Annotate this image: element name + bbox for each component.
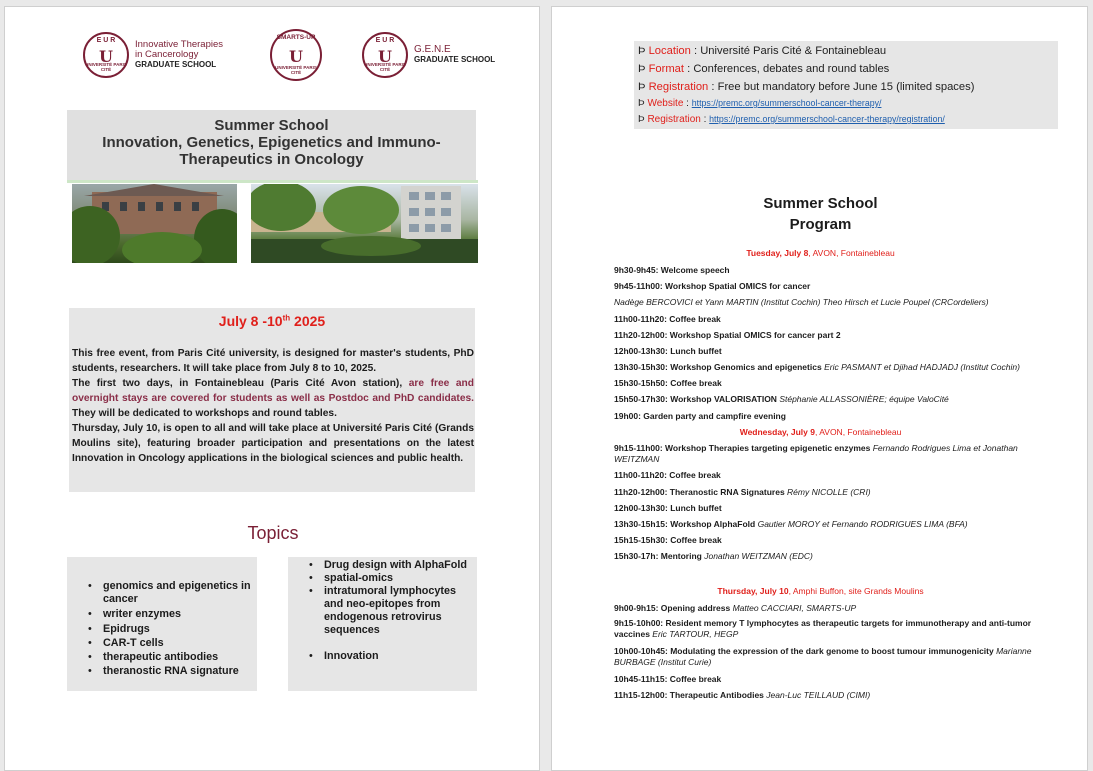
item-text: 15h30-17h: Mentoring — [614, 551, 705, 561]
website-link[interactable]: https://premc.org/summerschool-cancer-therapy/ — [691, 98, 882, 108]
day-date: Wednesday, July 9 — [739, 427, 815, 437]
program-item — [614, 411, 1039, 422]
program-item — [614, 646, 1039, 668]
day-heading — [552, 586, 1089, 596]
program-item — [614, 618, 1039, 640]
item-speaker: Stéphanie ALLASSONIÈRE; équipe ValoCité — [779, 394, 949, 404]
campus-photo — [251, 184, 478, 263]
item-speaker: Jonathan WEITZMAN (EDC) — [704, 551, 813, 561]
event-description — [72, 346, 474, 466]
day-heading — [552, 248, 1089, 258]
info-label: Registration — [647, 114, 701, 125]
item-text: 13h30-15h30: Workshop Genomics and epigenetics — [614, 362, 825, 372]
item-text: 11h00-11h20: Coffee break — [614, 470, 721, 480]
program-item — [614, 297, 1039, 308]
item-text: 10h00-10h45: Modulating the expression of the dark genome to boost tumour immunogenicity — [614, 646, 997, 656]
program-item — [614, 394, 1039, 405]
list-item: • Drug design with AlphaFold — [324, 559, 477, 572]
list-item: • Epidrugs — [103, 623, 257, 636]
list-item: • genomics and epigenetics in cancer — [103, 580, 257, 606]
logo-line: GRADUATE SCHOOL — [135, 60, 217, 69]
day-date: Tuesday, July 8 — [746, 248, 809, 258]
program-item — [614, 314, 1039, 325]
program-title — [552, 193, 1089, 235]
seal-bottom-text: UNIVERSITÉ PARIS CITÉ — [275, 65, 317, 75]
item-text: 9h15-11h00: Workshop Therapies targeting epigenetic enzymes — [614, 443, 873, 453]
eur-seal-icon — [83, 32, 129, 78]
item-text: 13h30-15h15: Workshop AlphaFold — [614, 519, 758, 529]
item-text: 9h15-10h00: Resident memory T lymphocytes as therapeutic targets for immunotherapy and anti-tumor vaccines — [614, 618, 1032, 639]
bullet-icon: Þ — [638, 63, 646, 75]
item-text: 15h50-17h30: Workshop VALORISATION — [614, 394, 780, 404]
day-place: , AVON, Fontainebleau — [808, 248, 895, 258]
item-speaker: Gautier MOROY et Fernando RODRIGUES LIMA (BFA) — [757, 519, 968, 529]
event-info-box — [634, 41, 1058, 129]
program-item — [614, 519, 1039, 530]
topics-heading: Topics — [247, 523, 299, 543]
item-speaker: Rémy NICOLLE (CRI) — [787, 487, 871, 497]
item-text: 11h00-11h20: Coffee break — [614, 314, 721, 324]
info-registration-link — [638, 114, 945, 125]
item-speaker: Jean-Luc TEILLAUD (CIMI) — [766, 690, 871, 700]
event-dates — [69, 313, 475, 329]
bullet-icon: Þ — [638, 81, 646, 93]
list-item: • CAR-T cells — [103, 637, 257, 650]
logo-innovative-therapies — [83, 32, 223, 78]
page-2 — [551, 6, 1088, 771]
item-text: 12h00-13h30: Lunch buffet — [614, 503, 722, 513]
seal-mid-text: U — [99, 47, 113, 66]
seal-top-text: SMARTS-UP — [276, 34, 316, 41]
program-item — [614, 330, 1039, 341]
program-item — [614, 281, 1039, 292]
info-registration — [638, 81, 974, 93]
item-speaker: Nadège BERCOVICI et Yann MARTIN (Institut Cochin) Theo Hirsch et Lucie Poupel (CRCordeliers) — [614, 297, 989, 307]
date-main: July 8 -10 — [218, 313, 283, 329]
info-sep: : — [700, 114, 710, 125]
item-text: 11h20-12h00: Theranostic RNA Signatures — [614, 487, 788, 497]
info-format — [638, 63, 889, 75]
topics-box-left — [67, 557, 257, 691]
day-date: Thursday, July 10 — [717, 586, 789, 596]
program-item — [614, 346, 1039, 357]
seal-top-text: E U R — [375, 37, 395, 44]
day-place: , Amphi Buffon, site Grands Moulins — [788, 586, 924, 596]
bullet-icon: Þ — [638, 98, 645, 109]
program-item — [614, 470, 1039, 481]
bullet-icon: Þ — [638, 114, 645, 125]
program-item — [614, 690, 1039, 701]
item-text: 10h45-11h15: Coffee break — [614, 674, 722, 684]
item-speaker: Marianne BURBAGE (Institut Curie) — [614, 646, 1032, 667]
program-title-line: Summer School — [763, 195, 878, 212]
list-item: • writer enzymes — [103, 608, 257, 621]
info-label: Location — [648, 45, 691, 57]
seal-bottom-text: UNIVERSITÉ PARIS CITÉ — [364, 62, 406, 72]
info-location — [638, 45, 886, 57]
item-text: 9h30-9h45: Welcome speech — [614, 265, 730, 275]
eur-seal-icon — [362, 32, 408, 78]
item-speaker: Matteo CACCIARI, SMARTS-UP — [732, 603, 857, 613]
info-label: Website — [647, 98, 684, 109]
program-item — [614, 503, 1039, 514]
item-text: 19h00: Garden party and campfire evening — [614, 411, 786, 421]
seal-top-text: E U R — [96, 37, 116, 44]
item-speaker: Eric TARTOUR, HEGP — [652, 629, 739, 639]
info-value: : Free but mandatory before June 15 (limited spaces) — [708, 81, 975, 93]
registration-link[interactable]: https://premc.org/summerschool-cancer-therapy/registration/ — [709, 114, 945, 124]
logo-smarts-up — [270, 29, 322, 81]
title-line: Summer School — [214, 117, 329, 134]
page-1 — [4, 6, 540, 771]
item-text: 9h00-9h15: Opening address — [614, 603, 733, 613]
item-text: 9h45-11h00: Workshop Spatial OMICS for cancer — [614, 281, 811, 291]
list-item: • Innovation — [324, 650, 477, 663]
list-item: • spatial-omics — [324, 572, 477, 585]
logo-line: GRADUATE SCHOOL — [414, 55, 496, 64]
title-line: Innovation, Genetics, Epigenetics and Immuno- — [102, 134, 441, 151]
program-item — [614, 378, 1039, 389]
day-heading — [552, 427, 1089, 437]
text-run: The first two days, in Fontainebleau (Paris Cité Avon station), — [72, 378, 403, 389]
topics-box-right — [288, 557, 477, 691]
paragraph — [72, 376, 474, 421]
info-website — [638, 98, 881, 109]
info-label: Registration — [648, 81, 709, 93]
item-speaker: Eric PASMANT et Djihad HADJADJ (Institut Cochin) — [824, 362, 1020, 372]
item-text: 11h15-12h00: Therapeutic Antibodies — [614, 690, 767, 700]
item-speaker: Fernando Rodrigues Lima et Jonathan WEITZMAN — [614, 443, 1018, 464]
item-text: 15h15-15h30: Coffee break — [614, 535, 722, 545]
list-item: • intratumoral lymphocytes and neo-epitopes from endogenous retrovirus sequences — [324, 585, 477, 637]
info-value: : Conferences, debates and round tables — [684, 63, 890, 75]
program-item — [614, 443, 1039, 465]
program-item — [614, 674, 1039, 685]
date-year: 2025 — [290, 313, 326, 329]
title-line: Therapeutics in Oncology — [179, 151, 364, 168]
program-item — [614, 551, 1039, 562]
logo-gene — [362, 32, 495, 78]
logo-line: G.E.N.E — [414, 44, 451, 55]
seal-bottom-text: UNIVERSITÉ PARIS CITÉ — [85, 62, 127, 72]
event-description-box — [69, 308, 475, 492]
info-sep: : — [683, 98, 692, 109]
seal-mid-text: U — [289, 47, 303, 66]
logo-line: in Cancerology — [135, 49, 199, 60]
item-text: 12h00-13h30: Lunch buffet — [614, 346, 722, 356]
item-text: 15h30-15h50: Coffee break — [614, 378, 722, 388]
paragraph: This free event, from Paris Cité university, is designed for master's students, PhD students, researchers. It will take place from July 8 to 10, 2025. — [72, 348, 474, 374]
page-title — [67, 110, 476, 182]
info-label: Format — [648, 63, 685, 75]
date-sup: th — [282, 313, 291, 323]
program-item — [614, 487, 1039, 498]
building-photo — [72, 184, 237, 263]
program-item — [614, 603, 1039, 614]
info-value: : Université Paris Cité & Fontainebleau — [690, 45, 887, 57]
text-run-highlight: are free and overnight stays are covered for students as well as Postdoc and PhD candidates. — [72, 378, 474, 404]
bullet-icon: Þ — [638, 45, 646, 57]
item-text: 11h20-12h00: Workshop Spatial OMICS for cancer part 2 — [614, 330, 841, 340]
list-item: • theranostic RNA signature — [103, 665, 257, 678]
smarts-up-seal-icon — [270, 29, 322, 81]
program-item — [614, 362, 1039, 373]
program-item — [614, 535, 1039, 546]
paragraph: Thursday, July 10, is open to all and will take place at Université Paris Cité (Grands Moulins site), featuring broader participation and presentations on the latest Innovation in Oncology applications in the biological sciences and public health. — [72, 423, 474, 464]
seal-mid-text: U — [378, 47, 392, 66]
day-place: , AVON, Fontainebleau — [814, 427, 902, 437]
divider — [67, 180, 478, 183]
logo-line: Innovative Therapies — [135, 39, 224, 50]
text-run: They will be dedicated to workshops and round tables. — [72, 408, 337, 419]
program-item — [614, 265, 1039, 276]
program-title-line: Program — [789, 216, 852, 233]
list-item: • therapeutic antibodies — [103, 651, 257, 664]
